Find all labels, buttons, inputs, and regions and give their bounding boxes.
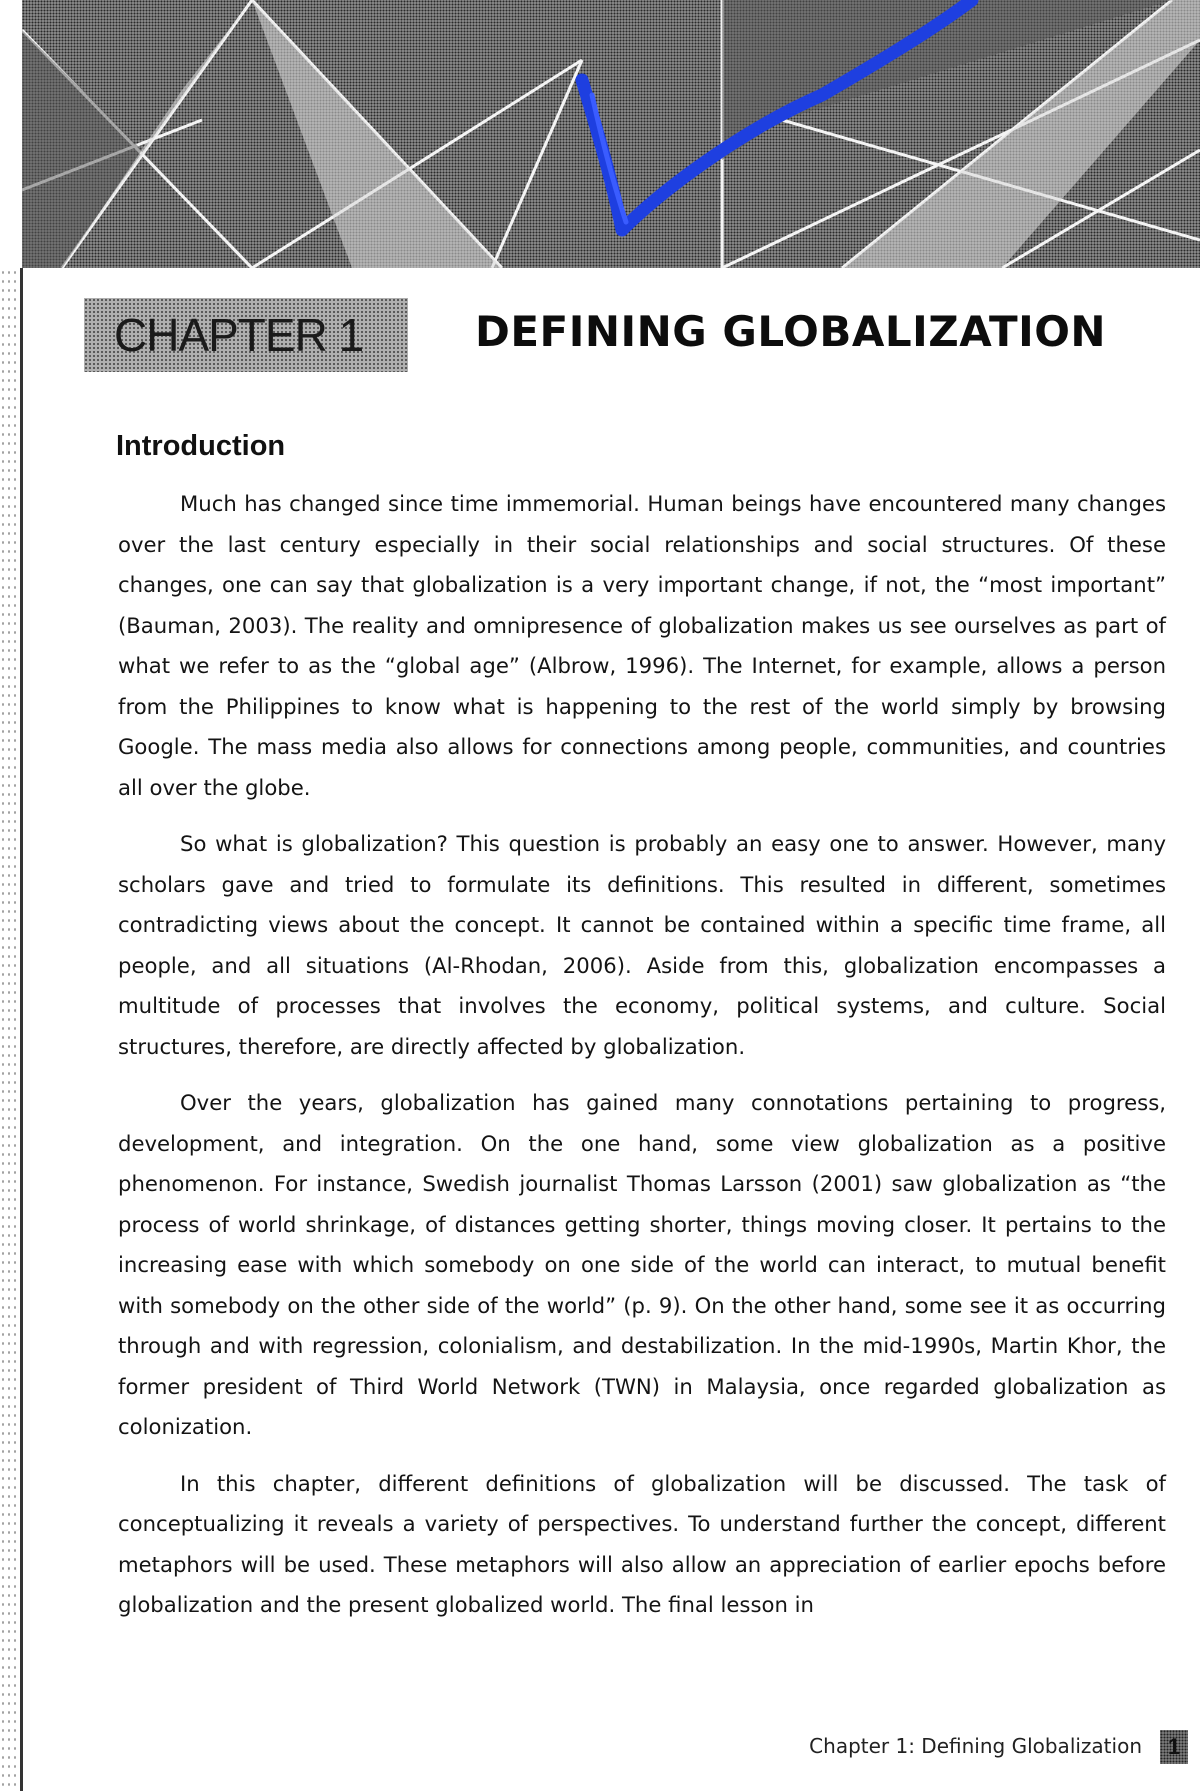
paragraph: So what is globalization? This question is probably an easy one to answer. However, many scholars gave and tried to formulate its definitions. This resulted in different, sometimes contradicting views about the concept. It cannot be contained within a specific time frame, all people, and all situations (Al-Rhodan, 2006). Aside from this, globalization encompasses a multitude of processes that involves the economy, political systems, and culture. Social structures, therefore, are directly affected by globalization.: [118, 831, 1166, 1059]
page-edge-rule: [20, 268, 23, 1791]
running-footer-title: Chapter 1: Defining Globalization: [809, 1734, 1142, 1758]
chapter-title: DEFINING GLOBALIZATION: [475, 307, 1107, 356]
blue-handwritten-checkmark: [22, 0, 1200, 268]
section-heading: Introduction: [116, 430, 286, 462]
header-banner: [22, 0, 1200, 268]
paragraph: Much has changed since time immemorial. Human beings have encountered many changes over the last century especially in their social relationships and social structures. Of these changes, one can say that globalization is a very important change, if not, the “most important” (Bauman, 2003). The reality and omnipresence of globalization makes us see ourselves as part of what we refer to as the “global age” (Albrow, 1996). The Internet, for example, allows a person from the Philippines to know what is happening to the rest of the world simply by browsing Google. The mass media also allows for connections among people, communities, and countries all over the globe.: [118, 491, 1166, 800]
scan-edge-noise: [0, 268, 22, 1791]
chapter-label: CHAPTER 1: [84, 298, 408, 372]
body-text: [118, 484, 1166, 1642]
paragraph: Over the years, globalization has gained many connotations pertaining to progress, development, and integration. On the one hand, some view globalization as a positive phenomenon. For instance, Swedish journalist Thomas Larsson (2001) saw globalization as “the process of world shrinkage, of distances getting shorter, things moving closer. It pertains to the increasing ease with which somebody on one side of the world can interact, to mutual benefit with somebody on the other side of the world” (p. 9). On the other hand, some see it as occurring through and with regression, colonialism, and destabilization. In the mid-1990s, Martin Khor, the former president of Third World Network (TWN) in Malaysia, once regarded globalization as colonization.: [118, 1090, 1166, 1439]
paragraph: In this chapter, different definitions of globalization will be discussed. The task of conceptualizing it reveals a variety of perspectives. To understand further the concept, different metaphors will be used. These metaphors will also allow an appreciation of earlier epochs before globalization and the present globalized world. The final lesson in: [118, 1470, 1166, 1617]
page-number: 1: [1160, 1730, 1188, 1764]
